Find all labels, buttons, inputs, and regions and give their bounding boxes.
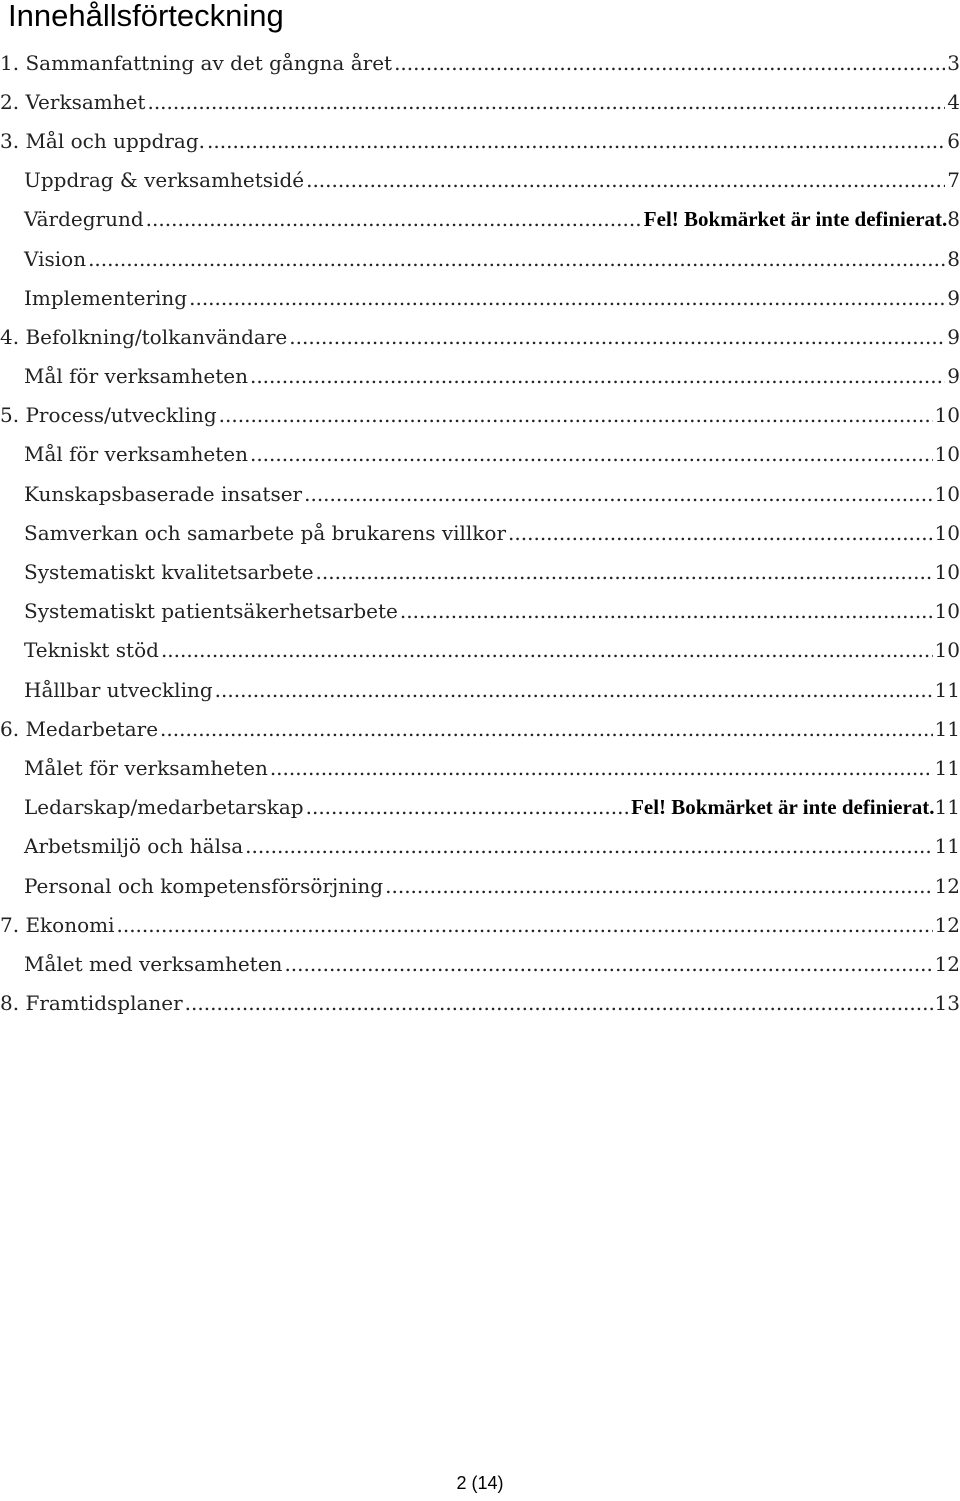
toc-page-number: 10 (934, 442, 960, 467)
toc-leader-dots (306, 795, 629, 819)
toc-leader-dots (250, 442, 933, 466)
toc-entry-label: Kunskapsbaserade insatser (24, 481, 303, 506)
toc-entry[interactable] (0, 709, 960, 748)
toc-leader-dots (508, 521, 933, 545)
toc-page-number: 11 (934, 755, 960, 780)
toc-page-number: 3 (947, 50, 960, 75)
toc-entry[interactable] (0, 278, 960, 317)
toc-leader-dots (185, 991, 933, 1015)
toc-entry[interactable] (0, 788, 960, 827)
toc-entry-label: 3. Mål och uppdrag. (0, 128, 206, 153)
toc-entry[interactable] (0, 670, 960, 709)
page-footer: 2 (14) (456, 1473, 504, 1493)
toc-page-number: 12 (934, 873, 960, 898)
toc-entry[interactable] (0, 944, 960, 983)
toc-leader-dots (147, 90, 945, 114)
toc-leader-dots (306, 168, 945, 192)
toc-page-number: 8 (947, 207, 960, 232)
toc-leader-dots (316, 560, 933, 584)
toc-page-number: 12 (934, 951, 960, 976)
toc-entry[interactable] (0, 748, 960, 787)
toc-bookmark-error: Fel! Bokmärket är inte definierat. (643, 206, 948, 231)
toc-entry-label: Personal och kompetensförsörjning (24, 873, 384, 898)
toc-entry-label: Arbetsmiljö och hälsa (24, 834, 244, 859)
page-title: Innehållsförteckning (8, 0, 284, 33)
toc-entry-label: Mål för verksamheten (24, 364, 248, 389)
toc-page-number: 11 (934, 834, 960, 859)
toc-leader-dots (289, 325, 945, 349)
toc-page-number: 12 (934, 912, 960, 937)
toc-page-number: 10 (934, 638, 960, 663)
toc-entry-label: Tekniskt stöd (24, 638, 159, 663)
toc-leader-dots (207, 129, 945, 153)
toc-page-number: 13 (934, 991, 960, 1016)
toc-entry-label: 5. Process/utveckling (0, 403, 217, 428)
toc-page-number: 11 (934, 795, 960, 820)
toc-entry[interactable] (0, 161, 960, 200)
toc-leader-dots (215, 678, 933, 702)
toc-page-number: 10 (934, 560, 960, 585)
toc-page-number: 10 (934, 599, 960, 624)
toc-entry[interactable] (0, 435, 960, 474)
toc-entry-label: Mål för verksamheten (24, 442, 248, 467)
toc-entry[interactable] (0, 513, 960, 552)
toc-entry-label: 4. Befolkning/tolkanvändare (0, 324, 288, 349)
toc-entry[interactable] (0, 239, 960, 278)
toc-entry[interactable] (0, 552, 960, 591)
toc-leader-dots (385, 874, 932, 898)
toc-page-number: 10 (934, 481, 960, 506)
toc-entry-label: Samverkan och samarbete på brukarens villkor (24, 520, 507, 545)
toc-page-number: 9 (947, 285, 960, 310)
toc-leader-dots (160, 717, 933, 741)
toc-entry-label: Målet med verksamheten (24, 951, 283, 976)
toc-page-number: 8 (947, 246, 960, 271)
toc-page-number: 9 (947, 324, 960, 349)
toc-entry-label: Uppdrag & verksamhetsidé (24, 168, 305, 193)
toc-entry-label: Målet för verksamheten (24, 755, 268, 780)
toc-leader-dots (245, 834, 932, 858)
toc-page-number: 6 (947, 128, 960, 153)
toc-page-number: 10 (934, 403, 960, 428)
toc-entry[interactable] (0, 82, 960, 121)
toc-entry-label: Implementering (24, 285, 188, 310)
toc-leader-dots (219, 403, 933, 427)
toc-entry[interactable] (0, 317, 960, 356)
toc-leader-dots (394, 51, 945, 75)
toc-leader-dots (400, 599, 933, 623)
toc-entry[interactable] (0, 357, 960, 396)
toc-entry[interactable] (0, 396, 960, 435)
toc-entry-label: 6. Medarbetare (0, 716, 159, 741)
toc-entry-label: Hållbar utveckling (24, 677, 213, 702)
toc-entry[interactable] (0, 905, 960, 944)
toc-entry-label: 7. Ekonomi (0, 912, 115, 937)
toc-entry[interactable] (0, 121, 960, 160)
toc-page-number: 10 (934, 520, 960, 545)
toc-entry-label: Ledarskap/medarbetarskap (24, 795, 304, 820)
toc-leader-dots (88, 247, 945, 271)
toc-entry[interactable] (0, 592, 960, 631)
toc-bookmark-error: Fel! Bokmärket är inte definierat. (631, 794, 935, 819)
toc-entry-label: Vision (24, 246, 87, 271)
toc-leader-dots (250, 364, 945, 388)
toc-entry[interactable] (0, 43, 960, 82)
toc-entry-label: 1. Sammanfattning av det gångna året (0, 50, 393, 75)
toc-entry-label: Systematiskt patientsäkerhetsarbete (24, 599, 398, 624)
toc-page-number: 11 (934, 677, 960, 702)
toc-entry[interactable] (0, 631, 960, 670)
toc-entry-label: Värdegrund (24, 207, 144, 232)
toc-entry[interactable] (0, 866, 960, 905)
toc-leader-dots (270, 756, 933, 780)
toc-entry-label: 8. Framtidsplaner (0, 991, 183, 1016)
toc-entry[interactable] (0, 200, 960, 239)
toc-leader-dots (304, 482, 932, 506)
toc-entry[interactable] (0, 474, 960, 513)
toc-leader-dots (116, 913, 932, 937)
toc-leader-dots (161, 638, 933, 662)
toc-entry[interactable] (0, 827, 960, 866)
toc-page-number: 4 (947, 89, 960, 114)
toc-entry-label: Systematiskt kvalitetsarbete (24, 560, 314, 585)
toc-page-number: 9 (947, 364, 960, 389)
toc-leader-dots (189, 286, 945, 310)
toc-entry[interactable] (0, 984, 960, 1023)
table-of-contents (0, 43, 960, 1023)
toc-leader-dots (146, 207, 642, 231)
toc-leader-dots (284, 952, 932, 976)
toc-entry-label: 2. Verksamhet (0, 89, 146, 114)
toc-page-number: 11 (934, 716, 960, 741)
toc-page-number: 7 (947, 168, 960, 193)
